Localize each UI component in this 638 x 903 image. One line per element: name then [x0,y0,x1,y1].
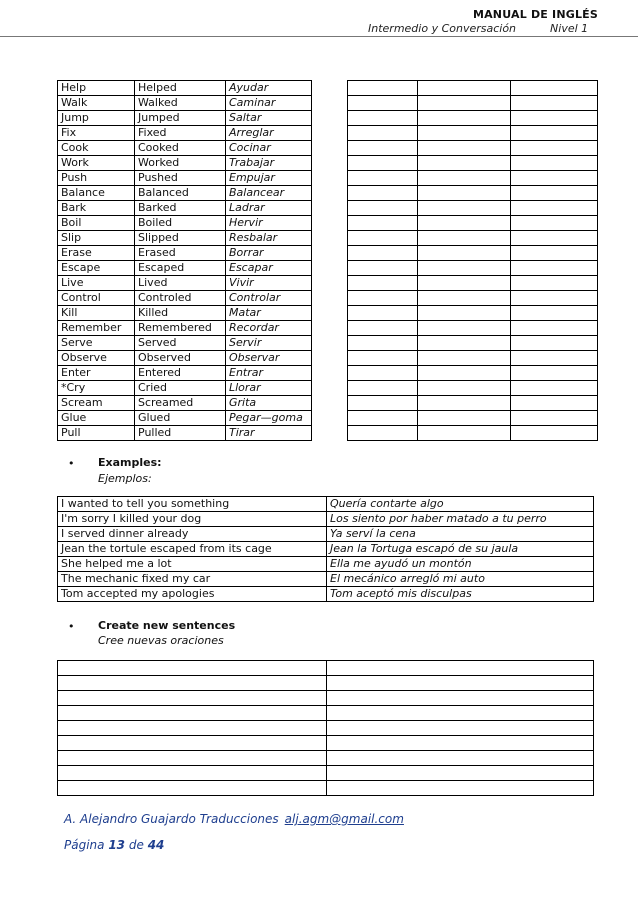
table-cell: Los siento por haber matado a tu perro [327,512,594,527]
table-cell [348,126,418,141]
table-cell [511,411,598,426]
blank-row [348,261,598,276]
table-cell: Escapar [226,261,312,276]
table-cell: Erased [135,246,226,261]
footer-author: A. Alejandro Guajardo Traducciones [64,812,279,826]
table-cell [511,156,598,171]
verb-row [58,321,312,336]
examples-subheading: Ejemplos: [98,472,152,485]
table-cell: Observar [226,351,312,366]
table-cell: She helped me a lot [58,557,327,572]
example-row [58,512,594,527]
blank-row [348,186,598,201]
table-cell: Cocinar [226,141,312,156]
table-cell: *Cry [58,381,135,396]
table-cell [348,96,418,111]
table-cell: Trabajar [226,156,312,171]
table-cell [511,231,598,246]
table-cell [511,141,598,156]
examples-heading: Examples: [98,456,162,469]
table-cell: Servir [226,336,312,351]
table-cell: Pulled [135,426,226,441]
verb-row [58,426,312,441]
table-cell: Push [58,171,135,186]
table-cell [418,366,511,381]
table-cell: Caminar [226,96,312,111]
table-cell: Fixed [135,126,226,141]
table-cell [348,171,418,186]
page-number: Página 13 de 44 [64,838,165,852]
table-cell [418,276,511,291]
table-cell: Screamed [135,396,226,411]
table-cell: Escaped [135,261,226,276]
table-cell [348,366,418,381]
table-cell [348,186,418,201]
table-cell [418,201,511,216]
table-cell [418,246,511,261]
blank-row [348,96,598,111]
table-cell: Arreglar [226,126,312,141]
table-cell: Live [58,276,135,291]
example-row [58,587,594,602]
table-cell: Balancear [226,186,312,201]
table-cell [511,381,598,396]
blank-row [348,396,598,411]
header-title: MANUAL DE INGLÉS [472,8,598,21]
verb-row [58,96,312,111]
table-cell [418,186,511,201]
table-cell: Grita [226,396,312,411]
blank-row [348,126,598,141]
table-cell: Glued [135,411,226,426]
table-cell [511,126,598,141]
table-cell: Observe [58,351,135,366]
table-cell [327,691,594,706]
verb-row [58,411,312,426]
table-cell [348,156,418,171]
table-cell [327,751,594,766]
table-cell: Enter [58,366,135,381]
blank-row [348,306,598,321]
table-cell [58,661,327,676]
table-cell [511,426,598,441]
table-cell: Serve [58,336,135,351]
table-cell [327,661,594,676]
table-cell [511,81,598,96]
table-cell: Help [58,81,135,96]
table-cell: Bark [58,201,135,216]
table-cell [348,276,418,291]
table-cell [418,231,511,246]
verb-row [58,306,312,321]
table-cell [418,261,511,276]
table-cell [418,321,511,336]
blank-row [348,291,598,306]
table-cell: Killed [135,306,226,321]
footer-email-link[interactable]: alj.agm@gmail.com [284,812,404,826]
table-cell [348,426,418,441]
example-row [58,497,594,512]
table-cell [418,81,511,96]
example-row [58,527,594,542]
blank-row [348,111,598,126]
verb-row [58,141,312,156]
table-cell: Tom aceptó mis disculpas [327,587,594,602]
bullet-icon: • [68,457,75,470]
table-cell [348,216,418,231]
verb-row [58,126,312,141]
blank-row [348,201,598,216]
verb-row [58,81,312,96]
table-cell [348,411,418,426]
table-cell: Tom accepted my apologies [58,587,327,602]
table-cell: Ella me ayudó un montón [327,557,594,572]
table-cell: Ya serví la cena [327,527,594,542]
header-divider [0,36,638,37]
table-cell: Remembered [135,321,226,336]
table-cell: Pushed [135,171,226,186]
table-cell: Controled [135,291,226,306]
table-cell: Borrar [226,246,312,261]
practice-verb-table [347,80,598,441]
table-cell: Walk [58,96,135,111]
verb-table [57,80,312,441]
verb-row [58,291,312,306]
verb-row [58,231,312,246]
table-cell [418,336,511,351]
blank-row [348,216,598,231]
blank-row [348,156,598,171]
table-cell [348,321,418,336]
table-cell: Jean la Tortuga escapó de su jaula [327,542,594,557]
table-cell [348,396,418,411]
table-cell [511,321,598,336]
table-cell: Tirar [226,426,312,441]
table-cell: Boil [58,216,135,231]
verb-row [58,201,312,216]
table-cell: I served dinner already [58,527,327,542]
table-cell: Vivir [226,276,312,291]
blank-row [348,231,598,246]
table-cell [418,96,511,111]
table-cell [511,306,598,321]
verb-row [58,336,312,351]
verb-row [58,246,312,261]
table-cell [348,81,418,96]
blank-row [58,781,594,796]
table-cell [511,96,598,111]
table-cell [58,691,327,706]
table-cell: Saltar [226,111,312,126]
table-cell [418,396,511,411]
verb-row [58,171,312,186]
blank-row [58,706,594,721]
table-cell: Glue [58,411,135,426]
table-cell [348,351,418,366]
new-sentences-table [57,660,594,796]
table-cell: Ayudar [226,81,312,96]
table-cell [418,411,511,426]
table-cell [58,676,327,691]
table-cell [348,201,418,216]
table-cell: Controlar [226,291,312,306]
blank-row [348,426,598,441]
table-cell [348,306,418,321]
table-cell [327,676,594,691]
table-cell: Slip [58,231,135,246]
footer-credit [64,812,404,826]
blank-row [348,336,598,351]
table-cell: Control [58,291,135,306]
blank-row [348,321,598,336]
table-cell: Worked [135,156,226,171]
table-cell: I'm sorry I killed your dog [58,512,327,527]
table-cell [511,201,598,216]
table-cell: Jean the tortule escaped from its cage [58,542,327,557]
table-cell [511,171,598,186]
table-cell: El mecánico arregló mi auto [327,572,594,587]
table-cell: Quería contarte algo [327,497,594,512]
blank-row [348,366,598,381]
table-cell: Balanced [135,186,226,201]
table-cell: I wanted to tell you something [58,497,327,512]
table-cell [418,306,511,321]
table-cell [58,751,327,766]
blank-row [348,411,598,426]
table-cell [511,111,598,126]
table-cell: Erase [58,246,135,261]
table-cell: Helped [135,81,226,96]
table-cell [327,706,594,721]
verb-row [58,186,312,201]
table-cell [511,396,598,411]
verb-row [58,351,312,366]
table-cell: Empujar [226,171,312,186]
table-cell [348,381,418,396]
table-cell [418,156,511,171]
blank-row [58,676,594,691]
table-cell [511,336,598,351]
table-cell: Fix [58,126,135,141]
table-cell: Served [135,336,226,351]
table-cell [327,736,594,751]
table-cell [511,246,598,261]
blank-row [348,171,598,186]
examples-table [57,496,594,602]
blank-row [348,381,598,396]
verb-row [58,276,312,291]
table-cell [511,291,598,306]
table-cell: Matar [226,306,312,321]
table-cell [418,216,511,231]
verb-row [58,396,312,411]
verb-row [58,111,312,126]
table-cell: Jump [58,111,135,126]
table-cell [58,706,327,721]
header-level: Nivel 1 [550,22,589,35]
blank-row [58,751,594,766]
table-cell: Barked [135,201,226,216]
table-cell [418,351,511,366]
table-cell: Hervir [226,216,312,231]
table-cell [511,366,598,381]
table-cell [327,781,594,796]
table-cell [418,126,511,141]
table-cell: Jumped [135,111,226,126]
example-row [58,542,594,557]
table-cell: Slipped [135,231,226,246]
table-cell [58,781,327,796]
table-cell: Entrar [226,366,312,381]
table-cell: The mechanic fixed my car [58,572,327,587]
table-cell [511,216,598,231]
verb-row [58,216,312,231]
table-cell [418,291,511,306]
blank-row [348,141,598,156]
table-cell: Balance [58,186,135,201]
table-cell: Walked [135,96,226,111]
table-cell: Llorar [226,381,312,396]
blank-row [58,766,594,781]
table-cell [348,111,418,126]
table-cell: Remember [58,321,135,336]
verb-row [58,261,312,276]
blank-row [348,276,598,291]
table-cell [348,246,418,261]
blank-row [348,246,598,261]
table-cell [418,111,511,126]
table-cell [58,721,327,736]
table-cell [327,721,594,736]
table-cell [511,276,598,291]
table-cell: Cook [58,141,135,156]
table-cell: Pegar—goma [226,411,312,426]
table-cell [58,736,327,751]
blank-row [348,351,598,366]
verb-row [58,366,312,381]
blank-row [58,661,594,676]
verb-row [58,156,312,171]
table-cell: Recordar [226,321,312,336]
table-cell [511,261,598,276]
blank-row [58,736,594,751]
table-cell [348,336,418,351]
blank-row [348,81,598,96]
table-cell [418,171,511,186]
table-cell: Observed [135,351,226,366]
example-row [58,572,594,587]
verb-row [58,381,312,396]
table-cell [418,141,511,156]
table-cell: Work [58,156,135,171]
bullet-icon: • [68,620,75,633]
table-cell [418,381,511,396]
table-cell: Resbalar [226,231,312,246]
create-heading: Create new sentences [98,619,236,632]
create-subheading: Cree nuevas oraciones [98,634,224,647]
table-cell [58,766,327,781]
table-cell: Scream [58,396,135,411]
table-cell [348,231,418,246]
blank-row [58,691,594,706]
table-cell: Kill [58,306,135,321]
table-cell [418,426,511,441]
blank-row [58,721,594,736]
table-cell [511,351,598,366]
header-course: Intermedio y Conversación [368,22,517,35]
header-subtitle [368,22,588,35]
table-cell: Lived [135,276,226,291]
table-cell: Cooked [135,141,226,156]
example-row [58,557,594,572]
table-cell: Boiled [135,216,226,231]
table-cell: Pull [58,426,135,441]
table-cell: Entered [135,366,226,381]
table-cell [348,141,418,156]
table-cell: Ladrar [226,201,312,216]
table-cell: Escape [58,261,135,276]
table-cell: Cried [135,381,226,396]
table-cell [327,766,594,781]
table-cell [511,186,598,201]
table-cell [348,261,418,276]
table-cell [348,291,418,306]
